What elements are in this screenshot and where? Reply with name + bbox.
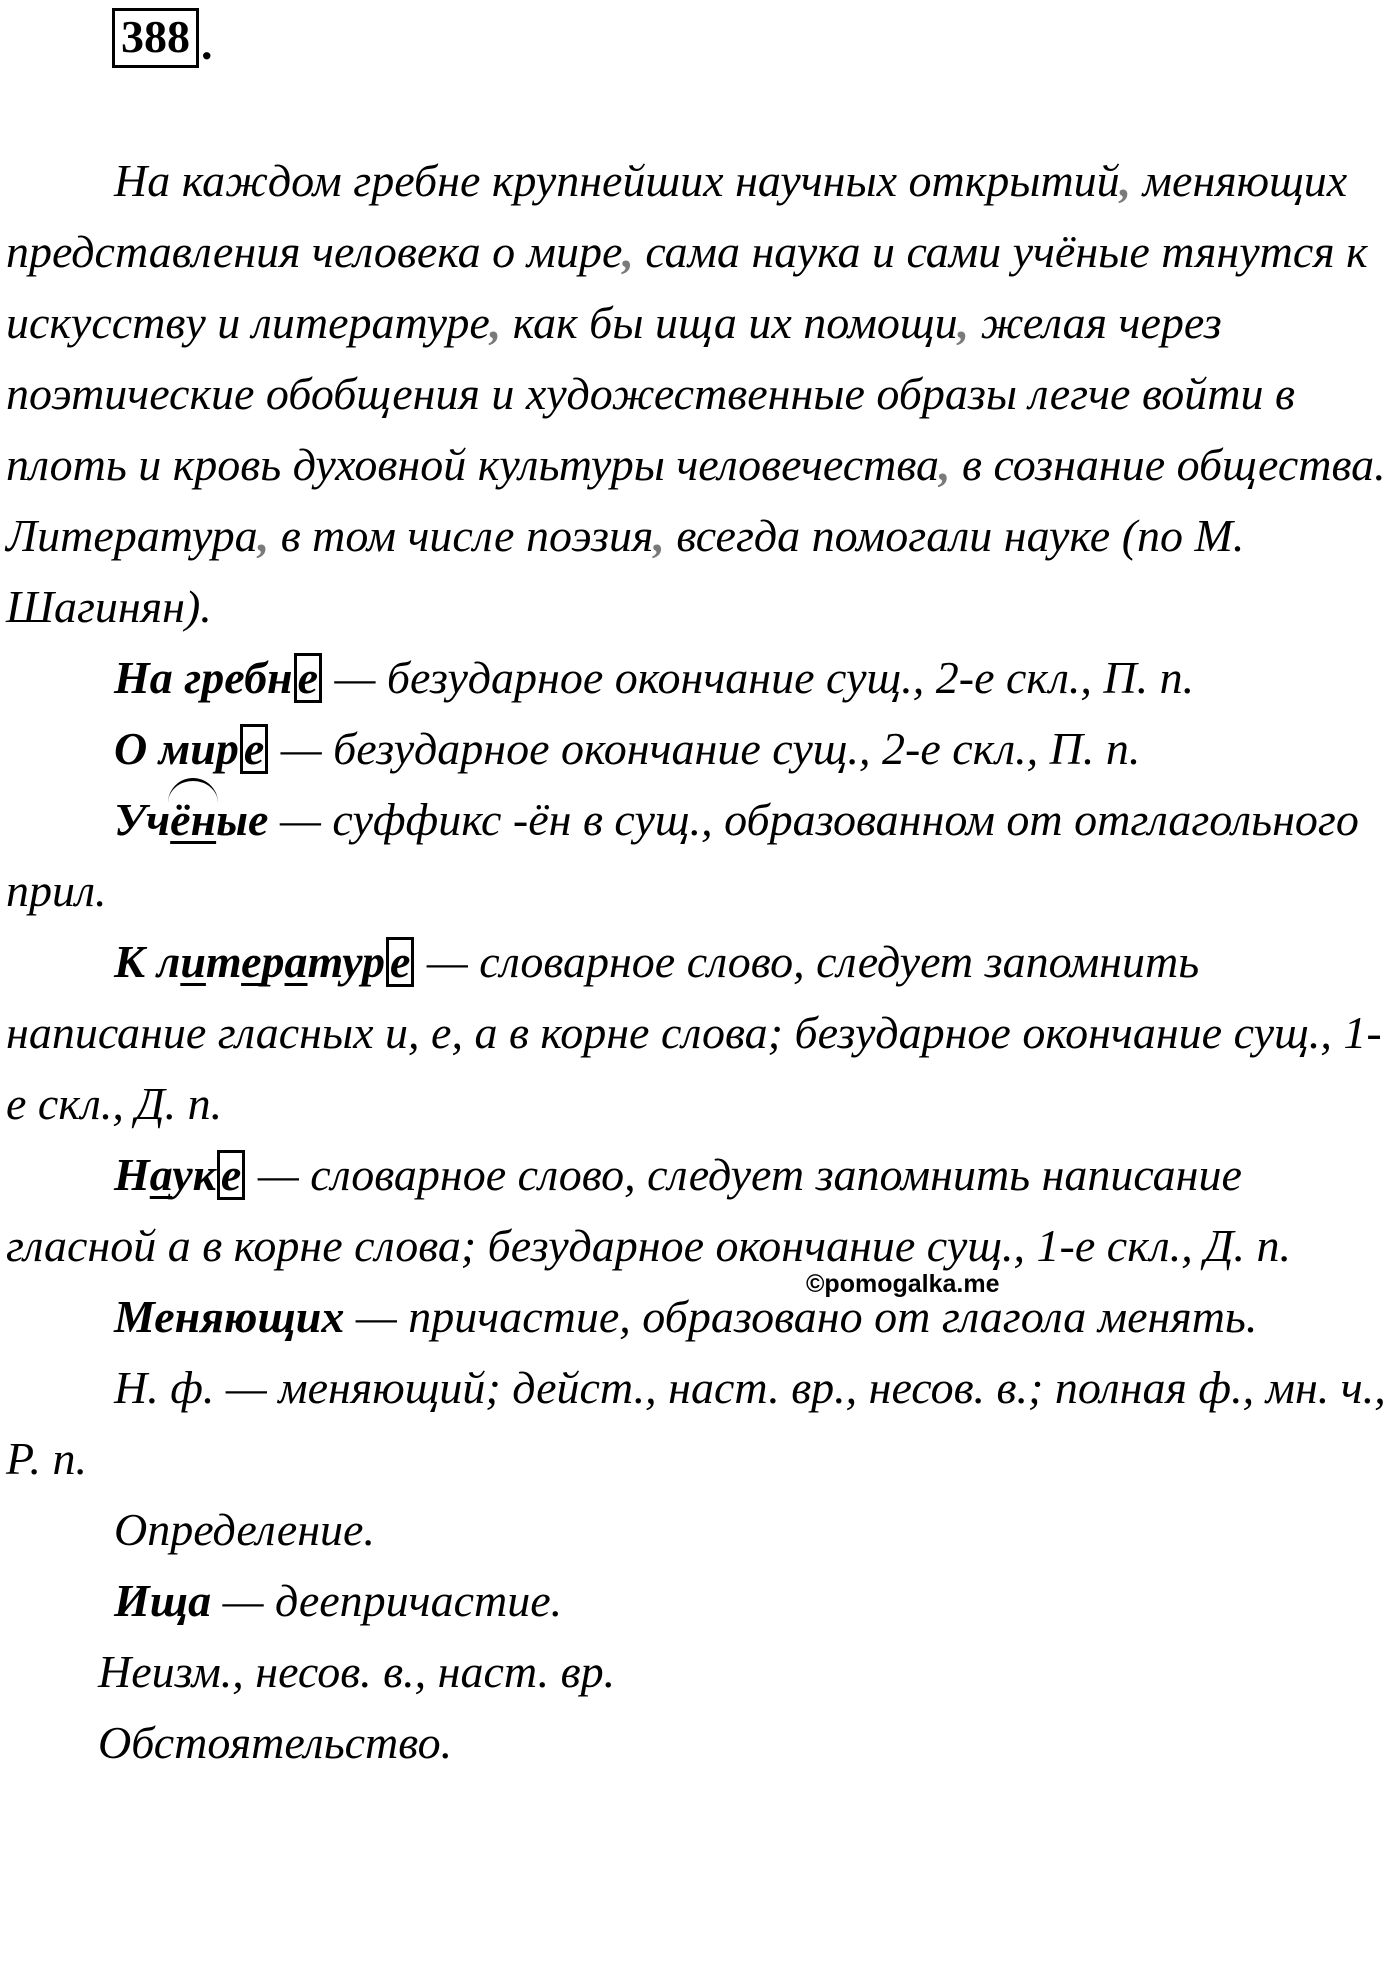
analyzed-word: К л (114, 936, 181, 987)
highlighted-comma: , (939, 439, 951, 490)
analyzed-word: О мир (114, 723, 239, 774)
analyzed-word: Н (114, 1149, 150, 1200)
highlighted-comma: , (653, 510, 665, 561)
passage-text: На каждом гребне крупнейших научных открытий (114, 155, 1120, 206)
task-number-box: 388 (112, 8, 199, 68)
analysis-text: — деепричастие. (211, 1575, 563, 1626)
passage-text: всегда помогали науке (по М. Шагинян). (6, 510, 1245, 632)
underlined-vowel: а (149, 1149, 173, 1200)
analysis-menyayushchikh (6, 1281, 1396, 1352)
analysis-text: — суффикс -ён в сущ., образованном от отглагольного прил. (6, 794, 1359, 916)
analysis-nauke (6, 1139, 1396, 1281)
analysis-greben (6, 642, 1396, 713)
underlined-vowel: а (284, 936, 308, 987)
analysis-text: — безударное окончание сущ., 2-е скл., П. п. (269, 723, 1141, 774)
highlighted-comma: , (257, 510, 270, 561)
highlighted-comma: , (1119, 155, 1132, 206)
passage-text: в сознание общества. Литература (6, 439, 1386, 561)
passage-text: как бы ища их помощи (501, 297, 958, 348)
analysis-mire (6, 713, 1396, 784)
analysis-uchenye (6, 784, 1396, 926)
syntactic-role-text: Обстоятельство. (98, 1717, 453, 1768)
analysis-text: — безударное окончание сущ., 2-е скл., П. п. (323, 652, 1195, 703)
analysis-text: — словарное слово, следует запомнить написание гласной а в корне слова; безударное окончание сущ., 1-е скл., Д. п. (6, 1149, 1291, 1271)
ending-box: е (386, 937, 414, 987)
passage-text: меняющих представления человека о мире (6, 155, 1348, 277)
analyzed-word: ые (216, 794, 269, 845)
features-text: Неизм., несов. в., наст. вр. (98, 1646, 616, 1697)
passage-text: в том числе поэзия (269, 510, 654, 561)
highlighted-comma: , (957, 297, 970, 348)
analyzed-word: р (261, 936, 285, 987)
analyzed-word: Ища (114, 1575, 212, 1626)
highlighted-comma: , (622, 226, 634, 277)
passage-text: желая через поэтические обобщения и художественные образы легче войти в плоть и кровь духовной культуры человечества (6, 297, 1295, 490)
underlined-vowel: е (241, 936, 262, 987)
ending-box: е (294, 653, 322, 703)
analyzed-word: т (205, 936, 242, 987)
analysis-text: — причастие, образовано от глагола менять. (344, 1291, 1258, 1342)
passage-text: сама наука и сами учёные тянутся к искусству и литературе (6, 226, 1368, 348)
analysis-isha (6, 1565, 1396, 1636)
analysis-text: — словарное слово, следует запомнить написание гласных и, е, а в корне слова; безударное окончание сущ., 1-е скл., Д. п. (6, 936, 1382, 1129)
highlighted-comma: , (489, 297, 502, 348)
initial-form-text: Н. ф. — меняющий; дейст., наст. вр., несов. в.; полная ф., мн. ч., Р. п. (6, 1362, 1386, 1484)
analysis-literature (6, 926, 1396, 1139)
underlined-vowel: и (180, 936, 206, 987)
task-number-dot: . (201, 18, 213, 69)
syntactic-role-text: Определение. (114, 1504, 375, 1555)
analyzed-word: тур (307, 936, 385, 987)
ending-box: е (240, 724, 268, 774)
exercise-text (6, 145, 1396, 1778)
analyzed-word: На гребн (114, 652, 293, 703)
analyzed-word: Уч (114, 794, 171, 845)
suffix-mark: ён (170, 784, 216, 855)
passage-paragraph (6, 145, 1396, 642)
analyzed-word: ук (172, 1149, 216, 1200)
ending-box: е (217, 1150, 245, 1200)
analyzed-word: Меняющих (114, 1291, 345, 1342)
task-number (112, 8, 213, 68)
watermark: ©pomogalka.me (806, 1270, 1000, 1298)
